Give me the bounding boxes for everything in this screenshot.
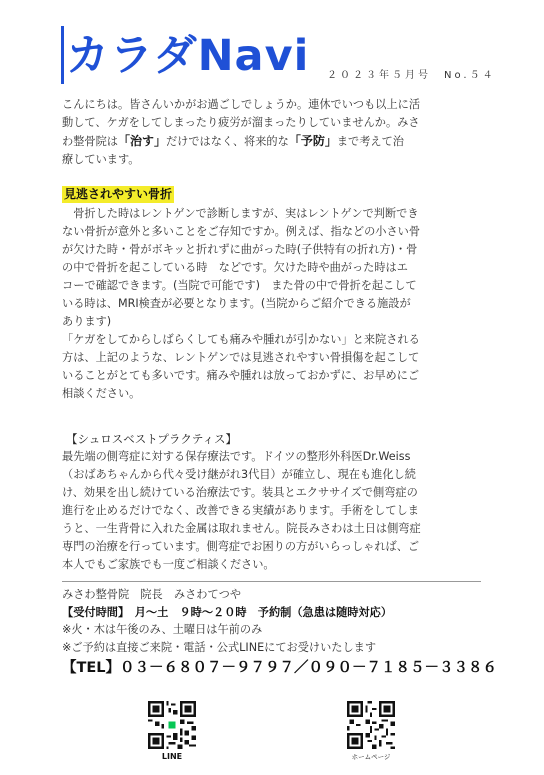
paragraph-line: ない骨折が意外と多いことをご存知ですか。例えば、指などの小さい骨 <box>62 225 421 238</box>
reception-hours: 【受付時間】 月～土 ９時～２０時 予約制（急患は随時対応） <box>62 605 393 619</box>
paragraph-line: 骨折した時はレントゲンで診断しますが、実はレントゲンで判断でき <box>62 207 419 220</box>
paragraph-line: うと、一生背骨に入れた金属は取れません。院長みさわは土日は側弯症 <box>62 522 421 535</box>
paragraph-line: 「ケガをしてからしばらくしても痛みや腫れが引かない」と来院される <box>62 333 420 346</box>
intro-paragraph <box>62 96 482 169</box>
homepage-qr-label: ホームページ <box>351 753 391 761</box>
paragraph-line: 最先端の側弯症に対する保存療法です。ドイツの整形外科医Dr.Weiss <box>62 450 411 463</box>
paragraph-line: 進行を止めるだけでなく、改善できる実績があります。手術をしてしま <box>62 504 419 517</box>
section-heading-fracture: 見逃されやすい骨折 <box>64 187 173 201</box>
footer-divider <box>62 581 481 582</box>
intro-line <box>62 132 482 151</box>
paragraph-line: の中で骨折を起こしている時 などです。欠けた時や曲がった時はエ <box>62 261 408 274</box>
paragraph-line: （おばあちゃんから代々受け継がれ3代目）が確立し、現在も進化し続 <box>62 468 416 481</box>
line-qr-label: LINE <box>161 752 183 761</box>
booking-note: ※ご予約は直接ご来院・電話・公式LINEにてお受けいたします <box>62 640 377 654</box>
intro-text: だけではなく、将来的な <box>165 135 289 148</box>
paragraph-line: が欠けた時・骨がボキッと折れずに曲がった時(子供特有の折れ方)・骨 <box>62 243 418 256</box>
paragraph-line: いる時は、MRI検査が必要となります。(当院からご紹介できる施設が <box>62 297 411 310</box>
title-accent-bar <box>61 26 64 84</box>
issue-number: ２０２３年５月号 No.５４ <box>327 70 496 81</box>
paragraph-line: 専門の治療を行っています。側弯症でお困りの方がいらっしゃれば、ご <box>62 540 420 553</box>
intro-text: わ整骨院は <box>62 135 118 148</box>
paragraph-line: あります) <box>62 315 112 328</box>
intro-text: まで考えて治 <box>336 135 404 148</box>
paragraph-line: 相談ください。 <box>62 387 141 400</box>
fracture-paragraph-1 <box>62 205 482 403</box>
paragraph-line: け、効果を出し続けている治療法です。装具とエクササイズで側弯症の <box>62 486 418 499</box>
schroth-paragraph <box>62 448 482 574</box>
clinic-info <box>62 586 502 680</box>
paragraph-line: 本人でもご家族でも一度ご相談ください。 <box>62 558 275 571</box>
clinic-director: みさわ整骨院 院長 みさわてつや <box>62 588 242 601</box>
hours-note: ※火・木は午後のみ、土曜日は午前のみ <box>62 623 263 636</box>
homepage-qr-code[interactable] <box>347 700 395 750</box>
newsletter-title: カラダNavi <box>66 31 310 81</box>
paragraph-line: コーで確認できます。(当院で可能です) また骨の中で骨折を起こして <box>62 279 417 292</box>
intro-line: 動して、ケガをしてしまったり疲労が溜まったりしていませんか。みさ <box>62 116 420 129</box>
intro-line: 療しています。 <box>62 153 140 166</box>
telephone-numbers[interactable]: 【TEL】０３－６８０７－９７９７／０９０－７１８５－３３８６ <box>62 660 498 676</box>
paragraph-line: 方は、上記のような、レントゲンでは見逃されやすい骨損傷を起こして <box>62 351 420 364</box>
emphasis-prevent: 「予防」 <box>288 134 337 148</box>
intro-line: こんにちは。皆さんいかがお過ごしでしょうか。連休でいつも以上に活 <box>62 98 421 111</box>
paragraph-line: いることがとても多いです。痛みや腫れは放っておかずに、お早めにご <box>62 369 420 382</box>
section-heading-schroth: 【シュロスベストプラクティス】 <box>66 432 238 446</box>
line-qr-code[interactable] <box>148 700 196 750</box>
emphasis-heal: 「治す」 <box>117 134 166 148</box>
